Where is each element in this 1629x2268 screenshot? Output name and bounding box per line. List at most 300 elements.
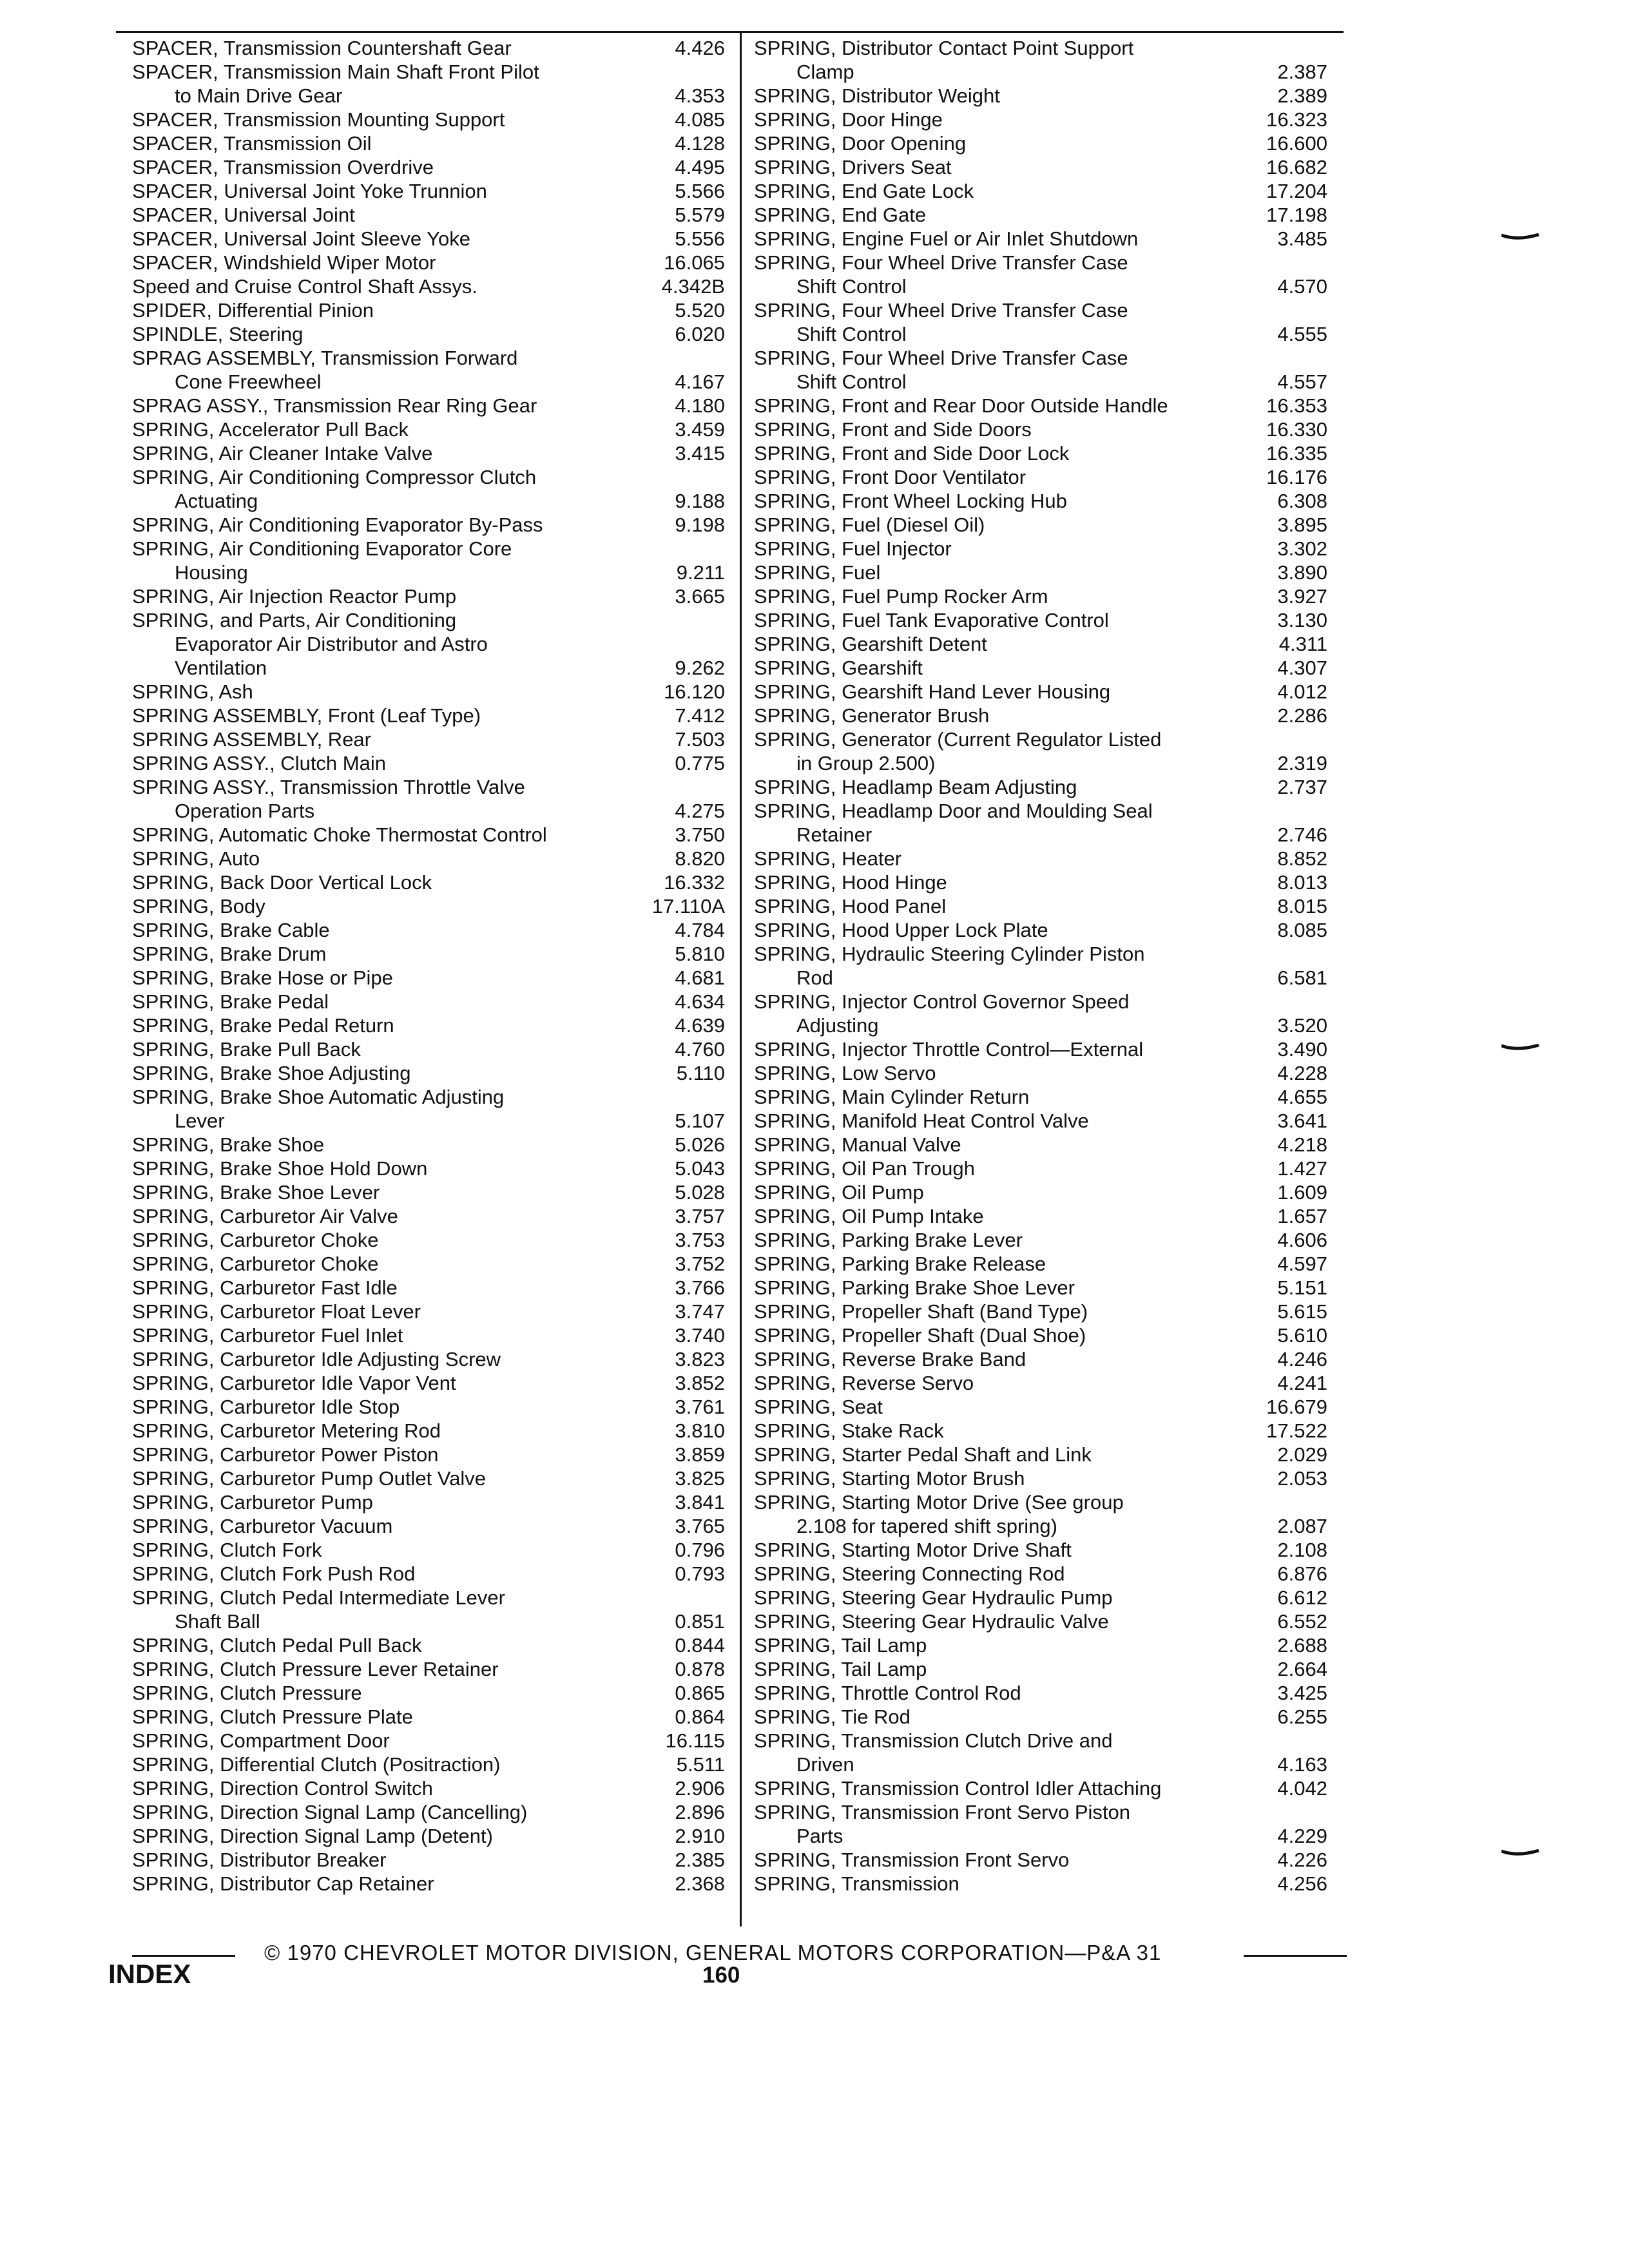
entry-reference-number: 16.682 xyxy=(1266,156,1327,178)
entry-text: SPRING, Carburetor Pump xyxy=(132,1491,373,1514)
footer-rule-left xyxy=(132,1955,235,1957)
entry-reference-number: 1.609 xyxy=(1277,1181,1327,1204)
entry-text: SPRING, Carburetor Idle Stop xyxy=(132,1396,400,1418)
entry-text: SPRING, Clutch Pedal Intermediate Lever xyxy=(132,1586,505,1609)
entry-reference-number: 3.890 xyxy=(1277,561,1327,584)
index-entry xyxy=(754,1800,1327,1848)
index-entry xyxy=(754,1705,1327,1729)
entry-reference-number: 2.087 xyxy=(1277,1515,1327,1537)
entry-text: SPRING, Brake Shoe Automatic Adjusting xyxy=(132,1086,505,1108)
index-entry xyxy=(132,942,725,966)
entry-reference-number: 4.128 xyxy=(675,132,725,155)
column-divider xyxy=(740,31,742,1927)
index-entry xyxy=(754,1133,1327,1157)
index-entry-line xyxy=(754,203,1327,227)
index-entry-line xyxy=(754,274,1327,298)
index-entry-line xyxy=(754,1466,1327,1490)
entry-text: SPRING, Carburetor Idle Adjusting Screw xyxy=(132,1348,501,1370)
entry-text: Evaporator Air Distributor and Astro xyxy=(175,633,488,655)
entry-text: SPRING, Fuel Pump Rocker Arm xyxy=(754,585,1048,608)
entry-text: SPRING, Generator (Current Regulator Listed xyxy=(754,728,1162,751)
index-entry xyxy=(132,775,725,823)
entry-text: SPRING, Transmission Clutch Drive and xyxy=(754,1729,1113,1752)
entry-text: SPRING, Air Conditioning Compressor Clutch xyxy=(132,466,537,488)
top-rule xyxy=(116,31,1344,33)
entry-text: SPACER, Transmission Overdrive xyxy=(132,156,434,178)
entry-text: SPRING, Fuel xyxy=(754,561,881,584)
entry-reference-number: 3.810 xyxy=(675,1419,725,1442)
index-entry xyxy=(754,418,1327,441)
index-entry-line xyxy=(132,823,725,847)
entry-text: SPRING, Clutch Pressure Lever Retainer xyxy=(132,1658,499,1680)
index-entry xyxy=(132,1776,725,1800)
entry-reference-number: 6.612 xyxy=(1277,1586,1327,1609)
index-entry xyxy=(754,1085,1327,1109)
index-entry xyxy=(132,727,725,751)
entry-text: Parts xyxy=(796,1825,843,1847)
index-entry xyxy=(132,1395,725,1419)
index-entry-line xyxy=(754,1300,1327,1323)
index-entry xyxy=(754,918,1327,942)
entry-reference-number: 4.597 xyxy=(1277,1253,1327,1275)
entry-reference-number: 5.610 xyxy=(1277,1324,1327,1347)
entry-reference-number: 9.198 xyxy=(675,514,725,536)
entry-text: SPRING, Injector Control Governor Speed xyxy=(754,990,1130,1013)
entry-text: SPRING, Drivers Seat xyxy=(754,156,952,178)
index-entry-line xyxy=(132,1085,725,1109)
index-entry-line xyxy=(754,704,1327,727)
entry-reference-number: 0.864 xyxy=(675,1706,725,1728)
copyright-notice: © 1970 CHEVROLET MOTOR DIVISION, GENERAL MOTORS CORPORATION—P&A 31 xyxy=(264,1941,1162,1965)
entry-text: SPACER, Windshield Wiper Motor xyxy=(132,251,436,274)
index-entry xyxy=(754,1776,1327,1800)
index-entry xyxy=(132,179,725,203)
entry-text: SPRING, Carburetor Vacuum xyxy=(132,1515,393,1537)
entry-text: SPRING, Parking Brake Release xyxy=(754,1253,1046,1275)
entry-reference-number: 3.485 xyxy=(1277,227,1327,250)
index-entry xyxy=(754,1228,1327,1252)
index-entry xyxy=(132,394,725,418)
entry-reference-number: 0.775 xyxy=(675,752,725,774)
index-entry-line xyxy=(754,1848,1327,1872)
entry-text: SPRING, Four Wheel Drive Transfer Case xyxy=(754,347,1128,369)
index-entry-line xyxy=(754,1681,1327,1705)
index-entry xyxy=(754,1347,1327,1371)
index-entry xyxy=(132,608,725,680)
index-entry-line xyxy=(754,513,1327,537)
entry-text: SPRING, Air Cleaner Intake Valve xyxy=(132,442,433,465)
entry-reference-number: 2.906 xyxy=(675,1777,725,1800)
entry-text: SPRING, Starting Motor Drive (See group xyxy=(754,1491,1124,1514)
index-entry xyxy=(132,155,725,179)
entry-reference-number: 2.737 xyxy=(1277,776,1327,798)
index-entry-line xyxy=(132,131,725,155)
entry-reference-number: 2.029 xyxy=(1277,1443,1327,1466)
entry-text: SPRING, Front and Rear Door Outside Handle xyxy=(754,394,1168,417)
entry-reference-number: 6.255 xyxy=(1277,1706,1327,1728)
index-column-right xyxy=(754,36,1327,1896)
index-entry-line xyxy=(754,656,1327,680)
entry-reference-number: 6.581 xyxy=(1277,966,1327,989)
index-entry-line xyxy=(754,1824,1327,1848)
entry-text: SPRAG ASSEMBLY, Transmission Forward xyxy=(132,347,518,369)
entry-text: SPRING, End Gate Lock xyxy=(754,180,974,202)
index-entry xyxy=(132,1180,725,1204)
entry-text: SPRING, Starter Pedal Shaft and Link xyxy=(754,1443,1092,1466)
index-entry-line xyxy=(754,489,1327,513)
index-entry-line xyxy=(132,394,725,418)
index-entry xyxy=(132,680,725,704)
entry-reference-number: 3.823 xyxy=(675,1348,725,1370)
entry-text: SPRING, Hood Upper Lock Plate xyxy=(754,919,1048,941)
page-number: 160 xyxy=(702,1963,740,1988)
index-entry-line xyxy=(132,775,725,799)
index-entry-line xyxy=(132,1276,725,1300)
index-entry xyxy=(132,990,725,1014)
index-entry-line xyxy=(132,203,725,227)
entry-reference-number: 3.490 xyxy=(1277,1038,1327,1061)
index-entry-line xyxy=(754,1705,1327,1729)
entry-text: SPACER, Transmission Countershaft Gear xyxy=(132,37,512,59)
index-entry-line xyxy=(132,155,725,179)
entry-text: SPRING ASSEMBLY, Rear xyxy=(132,728,372,751)
index-entry-line xyxy=(132,1633,725,1657)
index-entry xyxy=(754,131,1327,155)
entry-reference-number: 2.286 xyxy=(1277,704,1327,727)
index-entry xyxy=(754,1872,1327,1896)
entry-text: SPRING, Brake Shoe Hold Down xyxy=(132,1157,428,1180)
entry-reference-number: 16.332 xyxy=(664,871,725,894)
index-entry xyxy=(132,513,725,537)
entry-text: SPRING ASSY., Transmission Throttle Valve xyxy=(132,776,525,798)
entry-reference-number: 6.308 xyxy=(1277,490,1327,512)
entry-reference-number: 16.115 xyxy=(665,1729,725,1752)
entry-text: SPRING, Brake Shoe Lever xyxy=(132,1181,380,1204)
index-entry-line xyxy=(132,274,725,298)
entry-text: SPRING, Front Door Ventilator xyxy=(754,466,1027,488)
index-entry-line xyxy=(754,1514,1327,1538)
index-entry xyxy=(132,1705,725,1729)
index-entry xyxy=(132,298,725,322)
index-entry-line xyxy=(754,322,1327,346)
index-entry-line xyxy=(754,1443,1327,1466)
index-entry xyxy=(754,1252,1327,1276)
index-entry-line xyxy=(754,1323,1327,1347)
entry-reference-number: 3.841 xyxy=(675,1491,725,1514)
entry-text: Lever xyxy=(175,1110,225,1132)
index-entry xyxy=(754,704,1327,727)
entry-reference-number: 4.241 xyxy=(1277,1372,1327,1394)
index-entry-line xyxy=(754,108,1327,131)
entry-text: SPRING, Transmission xyxy=(754,1872,959,1895)
entry-text: SPRING, Engine Fuel or Air Inlet Shutdown xyxy=(754,227,1139,250)
entry-text: SPRING, Air Conditioning Evaporator By-Pass xyxy=(132,514,543,536)
index-entry-line xyxy=(132,1300,725,1323)
entry-reference-number: 8.820 xyxy=(675,847,725,870)
index-entry xyxy=(132,1872,725,1896)
index-entry xyxy=(132,227,725,251)
index-entry xyxy=(132,1586,725,1633)
entry-text: SPRING, Back Door Vertical Lock xyxy=(132,871,432,894)
index-entry-line xyxy=(132,322,725,346)
index-entry xyxy=(132,465,725,513)
entry-text: SPRING, Carburetor Choke xyxy=(132,1229,379,1251)
index-entry xyxy=(132,1252,725,1276)
index-entry-line xyxy=(132,1419,725,1443)
index-entry-line xyxy=(132,704,725,727)
index-entry-line xyxy=(754,227,1327,251)
index-entry-line xyxy=(132,847,725,870)
entry-reference-number: 5.110 xyxy=(676,1062,725,1084)
entry-reference-number: 4.634 xyxy=(675,990,725,1013)
index-label: INDEX xyxy=(108,1959,191,1989)
index-entry-line xyxy=(754,751,1327,775)
entry-reference-blank xyxy=(1240,1729,1327,1753)
entry-reference-number: 16.335 xyxy=(1266,442,1327,465)
entry-reference-number: 3.927 xyxy=(1277,585,1327,608)
entry-reference-number: 3.641 xyxy=(1277,1110,1327,1132)
index-entry-line xyxy=(132,584,725,608)
entry-text: SPRING, Hood Panel xyxy=(754,895,947,918)
index-entry xyxy=(754,1395,1327,1419)
entry-reference-number: 3.825 xyxy=(675,1467,725,1490)
index-entry-line xyxy=(754,1085,1327,1109)
entry-text: SPACER, Universal Joint Sleeve Yoke xyxy=(132,227,470,250)
entry-text: SPRING, Carburetor Fuel Inlet xyxy=(132,1324,403,1347)
entry-reference-number: 5.520 xyxy=(675,299,725,322)
index-entry-line xyxy=(754,1800,1327,1824)
index-entry-line xyxy=(754,251,1327,274)
index-entry-line xyxy=(132,370,725,394)
entry-reference-number: 3.895 xyxy=(1277,514,1327,536)
index-entry-line xyxy=(132,1490,725,1514)
margin-tick-mark xyxy=(1501,233,1540,240)
entry-text: SPRING, Carburetor Idle Vapor Vent xyxy=(132,1372,456,1394)
index-entry-line xyxy=(754,179,1327,203)
index-entry-line xyxy=(754,298,1327,322)
entry-reference-number: 5.511 xyxy=(676,1753,725,1776)
index-entry xyxy=(132,1204,725,1228)
entry-reference-number: 0.796 xyxy=(675,1539,725,1561)
index-entry-line xyxy=(132,1538,725,1562)
index-entry-line xyxy=(754,1419,1327,1443)
index-entry-line xyxy=(754,441,1327,465)
index-entry-line xyxy=(132,561,725,584)
entry-reference-number: 3.765 xyxy=(675,1515,725,1537)
entry-reference-number: 3.859 xyxy=(675,1443,725,1466)
index-entry-line xyxy=(132,513,725,537)
index-entry xyxy=(754,584,1327,608)
index-entry xyxy=(132,108,725,131)
index-entry xyxy=(754,1681,1327,1705)
entry-text: SPRING, Body xyxy=(132,895,265,918)
entry-text: SPRING, Carburetor Pump Outlet Valve xyxy=(132,1467,487,1490)
index-entry-line xyxy=(132,1180,725,1204)
entry-reference-number: 3.757 xyxy=(675,1205,725,1227)
index-entry xyxy=(132,584,725,608)
index-entry-line xyxy=(132,346,725,370)
index-entry xyxy=(754,513,1327,537)
entry-reference-number: 2.389 xyxy=(1277,84,1327,107)
entry-reference-number: 4.495 xyxy=(675,156,725,178)
index-entry-line xyxy=(754,775,1327,799)
index-entry-line xyxy=(132,727,725,751)
entry-text: SPRING, Carburetor Metering Rod xyxy=(132,1419,441,1442)
index-entry-line xyxy=(132,799,725,823)
entry-reference-number: 6.552 xyxy=(1277,1610,1327,1633)
entry-reference-number: 9.211 xyxy=(676,561,725,584)
entry-reference-number: 16.176 xyxy=(1266,466,1327,488)
entry-reference-number: 4.229 xyxy=(1277,1825,1327,1847)
entry-reference-blank xyxy=(648,608,725,632)
index-entry xyxy=(132,418,725,441)
index-entry-line xyxy=(132,1204,725,1228)
entry-reference-number: 4.639 xyxy=(675,1014,725,1037)
entry-text: SPRING, Differential Clutch (Positraction) xyxy=(132,1753,501,1776)
entry-reference-blank xyxy=(648,346,725,370)
entry-text: SPRING, Carburetor Float Lever xyxy=(132,1300,421,1323)
entry-text: SPRING, Stake Rack xyxy=(754,1419,944,1442)
entry-text: SPACER, Transmission Mounting Support xyxy=(132,108,505,131)
entry-text: SPRING, Headlamp Beam Adjusting xyxy=(754,776,1077,798)
entry-reference-number: 5.151 xyxy=(1277,1276,1327,1299)
entry-text: SPRING, Clutch Pedal Pull Back xyxy=(132,1634,422,1657)
entry-reference-number: 2.688 xyxy=(1277,1634,1327,1657)
index-entry-line xyxy=(754,36,1327,60)
entry-reference-number: 1.427 xyxy=(1277,1157,1327,1180)
entry-text: 2.108 for tapered shift spring) xyxy=(796,1515,1057,1537)
entry-text: SPRING, Distributor Contact Point Support xyxy=(754,37,1134,59)
index-entry xyxy=(754,1323,1327,1347)
index-entry xyxy=(754,155,1327,179)
index-entry-line xyxy=(132,1800,725,1824)
index-entry-line xyxy=(754,799,1327,823)
index-entry xyxy=(132,1538,725,1562)
entry-text: SPRING, Throttle Control Rod xyxy=(754,1682,1021,1704)
entry-reference-number: 3.459 xyxy=(675,418,725,441)
entry-text: SPRING, Compartment Door xyxy=(132,1729,390,1752)
entry-text: SPRING, Fuel Tank Evaporative Control xyxy=(754,609,1109,631)
entry-reference-blank xyxy=(1240,1490,1327,1514)
index-entry xyxy=(754,1538,1327,1562)
entry-text: SPRING, Injector Throttle Control—External xyxy=(754,1038,1144,1061)
index-entry-line xyxy=(754,990,1327,1014)
entry-text: SPRING, Parking Brake Lever xyxy=(754,1229,1023,1251)
index-entry xyxy=(132,823,725,847)
index-entry xyxy=(132,1800,725,1824)
entry-text: SPRING, Transmission Control Idler Attaching xyxy=(754,1777,1162,1800)
entry-text: SPRING, Air Conditioning Evaporator Core xyxy=(132,537,512,560)
entry-reference-number: 4.606 xyxy=(1277,1229,1327,1251)
index-entry xyxy=(132,203,725,227)
index-entry-line xyxy=(132,1729,725,1753)
index-entry-line xyxy=(754,608,1327,632)
index-entry-line xyxy=(754,1061,1327,1085)
index-entry-line xyxy=(132,1109,725,1133)
index-entry xyxy=(754,227,1327,251)
entry-text: SPRING, Direction Signal Lamp (Detent) xyxy=(132,1825,493,1847)
index-entry-line xyxy=(132,1252,725,1276)
index-entry xyxy=(132,60,725,108)
entry-text: Shift Control xyxy=(796,275,907,298)
index-entry xyxy=(754,346,1327,394)
entry-reference-blank xyxy=(1240,346,1327,370)
entry-text: SPRING, Carburetor Air Valve xyxy=(132,1205,398,1227)
entry-reference-number: 4.655 xyxy=(1277,1086,1327,1108)
index-entry xyxy=(754,1371,1327,1395)
index-entry xyxy=(754,1610,1327,1633)
entry-reference-number: 4.256 xyxy=(1277,1872,1327,1895)
index-entry-line xyxy=(132,1610,725,1633)
index-entry-line xyxy=(132,1443,725,1466)
index-entry-line xyxy=(132,1753,725,1776)
entry-reference-number: 0.793 xyxy=(675,1562,725,1585)
entry-text: SPRING, Ash xyxy=(132,680,253,703)
entry-text: SPRING, and Parts, Air Conditioning xyxy=(132,609,457,631)
entry-reference-number: 2.387 xyxy=(1277,61,1327,83)
entry-reference-number: 3.852 xyxy=(675,1372,725,1394)
entry-text: SPRING, Carburetor Choke xyxy=(132,1253,379,1275)
entry-text: SPRING, Fuel (Diesel Oil) xyxy=(754,514,985,536)
index-entry xyxy=(754,1466,1327,1490)
index-entry-line xyxy=(132,1157,725,1180)
entry-text: SPRING, Oil Pump xyxy=(754,1181,924,1204)
index-entry-line xyxy=(132,298,725,322)
index-entry xyxy=(754,847,1327,870)
entry-text: SPACER, Universal Joint xyxy=(132,204,355,226)
entry-reference-blank xyxy=(1240,251,1327,274)
index-entry xyxy=(754,1109,1327,1133)
index-entry xyxy=(754,608,1327,632)
index-entry-line xyxy=(754,584,1327,608)
index-entry xyxy=(754,1490,1327,1538)
index-entry-line xyxy=(754,1014,1327,1037)
index-entry-line xyxy=(132,36,725,60)
entry-reference-number: 2.053 xyxy=(1277,1467,1327,1490)
index-entry xyxy=(132,1848,725,1872)
index-entry xyxy=(754,251,1327,298)
entry-text: SPRING ASSEMBLY, Front (Leaf Type) xyxy=(132,704,481,727)
entry-text: SPRING, Fuel Injector xyxy=(754,537,952,560)
index-entry-line xyxy=(754,1347,1327,1371)
entry-text: Rod xyxy=(796,966,833,989)
entry-reference-number: 3.761 xyxy=(675,1396,725,1418)
index-entry-line xyxy=(132,1514,725,1538)
index-entry xyxy=(754,1037,1327,1061)
entry-text: SPRING, Door Hinge xyxy=(754,108,943,131)
entry-reference-number: 4.012 xyxy=(1277,680,1327,703)
index-entry xyxy=(132,1466,725,1490)
index-entry xyxy=(132,441,725,465)
index-entry-line xyxy=(132,680,725,704)
entry-reference-number: 4.167 xyxy=(675,370,725,393)
entry-reference-number: 4.681 xyxy=(675,966,725,989)
index-entry xyxy=(132,1157,725,1180)
entry-text: SPRING, Clutch Fork xyxy=(132,1539,322,1561)
index-entry xyxy=(754,1419,1327,1443)
index-entry-line xyxy=(132,870,725,894)
entry-reference-number: 5.566 xyxy=(675,180,725,202)
entry-reference-number: 5.026 xyxy=(675,1133,725,1156)
index-entry xyxy=(132,537,725,584)
entry-text: SPRING, Accelerator Pull Back xyxy=(132,418,409,441)
index-entry-line xyxy=(132,1681,725,1705)
entry-reference-blank xyxy=(648,775,725,799)
entry-reference-blank xyxy=(648,465,725,489)
index-entry-line xyxy=(132,441,725,465)
index-entry xyxy=(754,1300,1327,1323)
index-entry-line xyxy=(754,1109,1327,1133)
